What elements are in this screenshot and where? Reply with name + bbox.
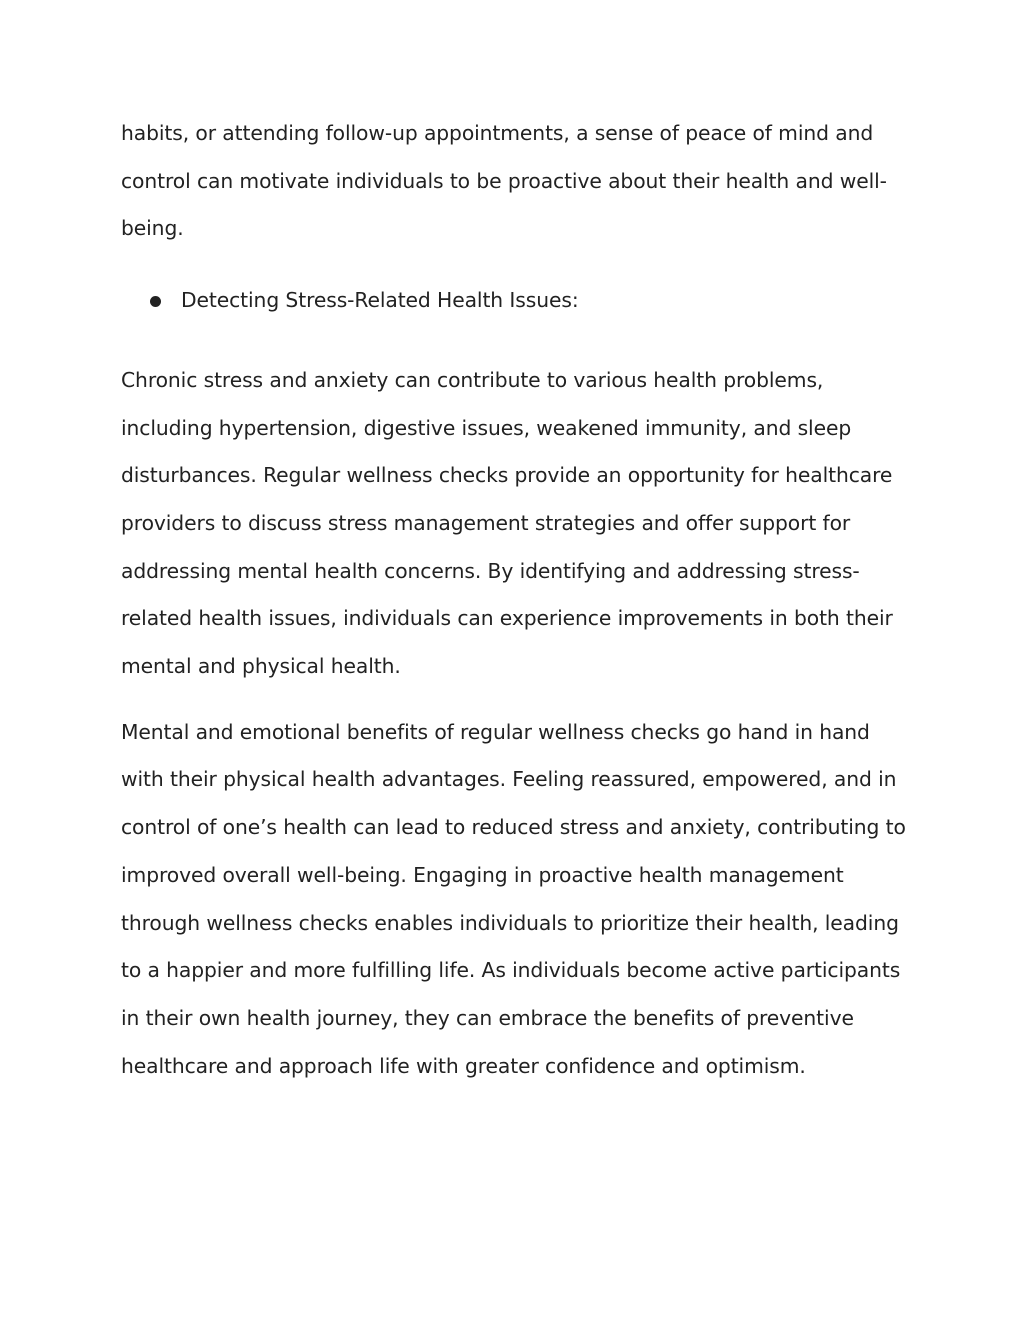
bullet-list (121, 277, 906, 325)
bullet-dot-icon (150, 296, 161, 307)
intro-paragraph: habits, or attending follow-up appointments, a sense of peace of mind and control can motivate individuals to be proactive about their health and well-being. (121, 121, 887, 241)
list-item (150, 277, 906, 325)
benefits-paragraph: Mental and emotional benefits of regular wellness checks go hand in hand with their physical health advantages. Feeling reassured, empowered, and in control of one’s health can lead to reduced stress and anxiety, contributing to improved overall well-being. Engaging in proactive health management through wellness checks enables individuals to prioritize their health, leading to a happier and more fulfilling life. As individuals become active participants in their own health journey, they can embrace the benefits of preventive healthcare and approach life with greater confidence and optimism. (121, 719, 906, 1078)
stress-paragraph: Chronic stress and anxiety can contribute to various health problems, including hypertension, digestive issues, weakened immunity, and sleep disturbances. Regular wellness checks provide an opportunity for healthcare providers to discuss stress management strategies and offer support for addressing mental health concerns. By identifying and addressing stress-related health issues, individuals can experience improvements in both their mental and physical health. (121, 367, 893, 679)
bullet-text: Detecting Stress-Related Health Issues: (181, 288, 579, 313)
